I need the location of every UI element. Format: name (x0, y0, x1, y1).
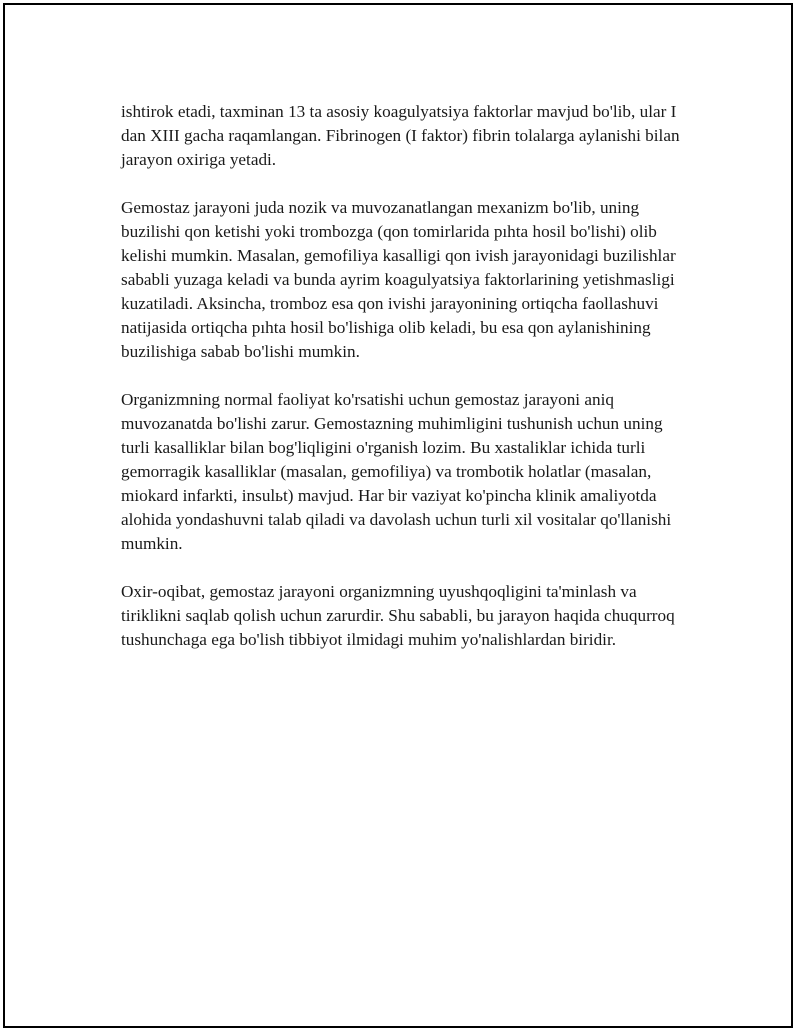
document-body (121, 100, 681, 676)
paragraph-hemostasis-balance: Organizmning normal faoliyat ko'rsatishi uchun gemostaz jarayoni aniq muvozanatda bo'lishi zarur. Gemostazning muhimligini tushunish uchun uning turli kasalliklar bilan bog'liqligini o'rganish lozim. Bu xastaliklar ichida turli gemorragik kasalliklar (masalan, gemofiliya) va trombotik holatlar (masalan, miokard infarkti, insulьt) mavjud. Har bir vaziyat ko'pincha klinik amaliyotda alohida yondashuvni talab qiladi va davolash uchun turli xil vositalar qo'llanishi mumkin. (121, 390, 672, 553)
paragraph-conclusion: Oxir-oqibat, gemostaz jarayoni organizmning uyushqoqligini ta'minlash va tiriklikni saqlab qolish uchun zarurdir. Shu sababli, bu jarayon haqida chuqurroq tushunchaga ega bo'lish tibbiyot ilmidagi muhim yo'nalishlardan biridir. (121, 582, 675, 649)
document-page (3, 3, 793, 1028)
paragraph-coagulation-factors: ishtirok etadi, taxminan 13 ta asosiy koagulyatsiya faktorlar mavjud bo'lib, ular I dan XIII gacha raqamlangan. Fibrinogen (I faktor) fibrin tolalarga aylanishi bilan jarayon oxiriga yetadi. (121, 102, 680, 169)
paragraph-hemostasis-disorders: Gemostaz jarayoni juda nozik va muvozanatlangan mexanizm bo'lib, uning buzilishi qon ketishi yoki trombozga (qon tomirlarida pıhta hosil bo'lishi) olib kelishi mumkin. Masalan, gemofiliya kasalligi qon ivish jarayonidagi buzilishlar sababli yuzaga keladi va bunda ayrim koagulyatsiya faktorlarining yetishmasligi kuzatiladi. Aksincha, tromboz esa qon ivishi jarayonining ortiqcha faollashuvi natijasida ortiqcha pıhta hosil bo'lishiga olib keladi, bu esa qon aylanishining buzilishiga sabab bo'lishi mumkin. (121, 198, 676, 361)
